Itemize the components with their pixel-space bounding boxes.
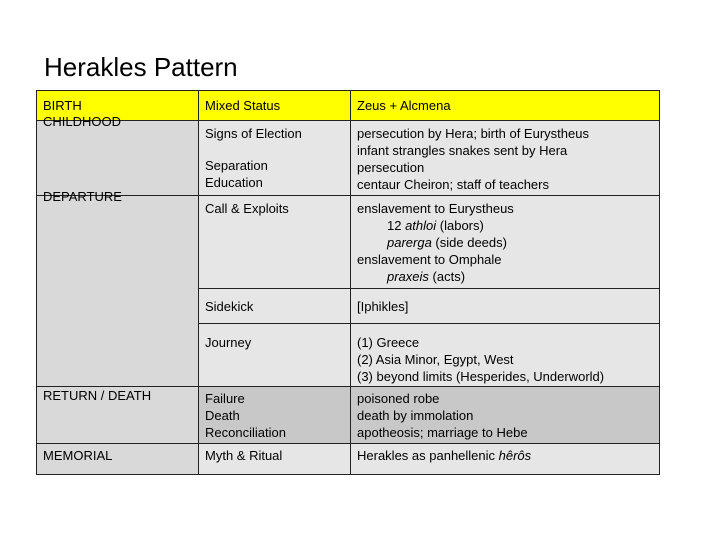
stage-departure <box>37 189 199 387</box>
element-myth-ritual: Myth & Ritual <box>199 444 351 475</box>
element-journey-label: Journey <box>205 335 252 350</box>
table-row-memorial <box>37 444 660 475</box>
element-reconciliation: Reconciliation <box>205 425 286 440</box>
stage-childhood <box>37 114 199 196</box>
detail-asia-minor: (2) Asia Minor, Egypt, West <box>357 352 514 367</box>
page-title: Herakles Pattern <box>44 52 238 82</box>
detail-praxeis: praxeis (acts) <box>387 269 466 284</box>
stage-return-death: RETURN / DEATH <box>37 387 199 444</box>
stage-memorial: MEMORIAL <box>37 444 199 475</box>
detail-parerga: parerga (side deeds) <box>387 235 507 250</box>
element-journey <box>199 324 351 387</box>
return-details <box>351 387 660 444</box>
table-row-return-death <box>37 387 660 444</box>
journey-details <box>351 324 660 387</box>
table-row-birth <box>37 91 660 121</box>
element-sidekick: Sidekick <box>199 289 351 324</box>
element-call-exploits-label: Call & Exploits <box>205 201 289 216</box>
detail-infant-snakes: infant strangles snakes sent by Hera <box>357 143 568 158</box>
stage-childhood-label: CHILDHOOD <box>43 114 122 129</box>
stage-birth: BIRTH <box>37 91 199 121</box>
herakles-pattern-table <box>36 90 660 475</box>
exploits-details <box>351 196 660 289</box>
return-elements <box>199 387 351 444</box>
element-failure: Failure <box>205 391 245 406</box>
detail-beyond-limits: (3) beyond limits (Hesperides, Underworld) <box>357 369 605 384</box>
childhood-details <box>351 121 660 196</box>
table-row-childhood <box>37 121 660 196</box>
detail-greece: (1) Greece <box>357 335 420 350</box>
detail-enslavement-eurystheus: enslavement to Eurystheus <box>357 201 514 216</box>
detail-persecution-birth: persecution by Hera; birth of Eurystheus <box>357 126 589 141</box>
table-row-exploits <box>37 196 660 289</box>
element-death: Death <box>205 408 240 423</box>
detail-poisoned-robe: poisoned robe <box>357 391 440 406</box>
detail-immolation: death by immolation <box>357 408 474 423</box>
detail-enslavement-omphale: enslavement to Omphale <box>357 252 502 267</box>
detail-iphikles: [Iphikles] <box>351 289 660 324</box>
detail-persecution: persecution <box>357 160 425 175</box>
element-signs-of-election: Signs of Election <box>205 126 302 141</box>
element-call-exploits <box>199 196 351 289</box>
element-separation: Separation <box>205 158 268 173</box>
element-mixed-status: Mixed Status <box>199 91 351 121</box>
element-education: Education <box>205 175 263 190</box>
stage-departure-label: DEPARTURE <box>43 189 122 204</box>
detail-cheiron: centaur Cheiron; staff of teachers <box>357 177 549 192</box>
childhood-elements <box>199 121 351 196</box>
detail-zeus-alcmena: Zeus + Alcmena <box>351 91 660 121</box>
detail-apotheosis: apotheosis; marriage to Hebe <box>357 425 528 440</box>
detail-athloi: 12 athloi (labors) <box>387 218 484 233</box>
detail-panhellenic-heros: Herakles as panhellenic hêrôs <box>351 444 660 475</box>
